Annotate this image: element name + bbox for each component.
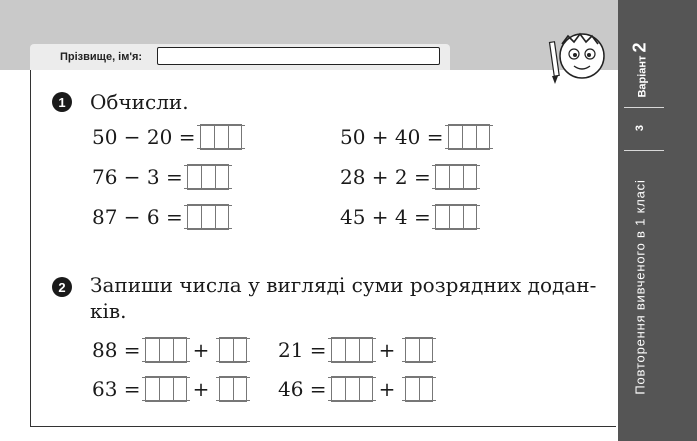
expression-text: 87 − 6 = xyxy=(92,205,183,229)
plus-sign: + xyxy=(192,338,210,362)
task2-expression xyxy=(278,335,433,365)
expression-text: 45 + 4 = xyxy=(340,205,431,229)
expression-text: 28 + 2 = xyxy=(340,165,431,189)
units-cells[interactable] xyxy=(405,337,433,363)
sidebar-divider xyxy=(624,107,664,108)
units-cells[interactable] xyxy=(219,337,247,363)
plus-sign: + xyxy=(192,377,210,401)
tens-cells[interactable] xyxy=(331,376,373,402)
task1-expression xyxy=(92,202,229,232)
units-cells[interactable] xyxy=(405,376,433,402)
variant-number: 2 xyxy=(629,42,650,53)
tens-cells[interactable] xyxy=(331,337,373,363)
answer-cells[interactable] xyxy=(435,204,477,230)
task2-title xyxy=(90,272,610,324)
answer-cells[interactable] xyxy=(187,204,229,230)
sidebar-divider xyxy=(624,150,664,151)
units-cells[interactable] xyxy=(219,376,247,402)
name-input[interactable] xyxy=(157,47,440,65)
plus-sign: + xyxy=(378,338,396,362)
tens-cells[interactable] xyxy=(145,376,187,402)
answer-cells[interactable] xyxy=(200,124,242,150)
variant-label: Варіант 2 xyxy=(629,42,650,98)
task1-expression xyxy=(92,122,242,152)
answer-cells[interactable] xyxy=(187,164,229,190)
task1-number: 1 xyxy=(52,92,72,112)
task2-title-line2: ків. xyxy=(90,299,127,323)
task2-expression xyxy=(278,374,433,404)
task2-title-line1: Запиши числа у вигляді суми розрядних додан- xyxy=(90,273,597,297)
expression-text: 63 = xyxy=(92,377,141,401)
answer-cells[interactable] xyxy=(435,164,477,190)
answer-cells[interactable] xyxy=(448,124,490,150)
expression-text: 50 − 20 = xyxy=(92,125,196,149)
name-label: Прізвище, ім'я: xyxy=(60,51,143,63)
tens-cells[interactable] xyxy=(145,337,187,363)
task2-expression xyxy=(92,374,247,404)
task2-number: 2 xyxy=(52,277,72,297)
task1-title: Обчисли. xyxy=(90,90,189,114)
task1-expression xyxy=(340,202,477,232)
task2-expression xyxy=(92,335,247,365)
task1-expression xyxy=(340,162,477,192)
topic-label: Повторення вивченого в 1 класі xyxy=(632,179,648,395)
task1-expression xyxy=(340,122,490,152)
expression-text: 46 = xyxy=(278,377,327,401)
expression-text: 88 = xyxy=(92,338,141,362)
page-number: 3 xyxy=(634,124,646,132)
pencil-character-icon xyxy=(548,30,608,88)
expression-text: 21 = xyxy=(278,338,327,362)
expression-text: 76 − 3 = xyxy=(92,165,183,189)
task1-expression xyxy=(92,162,229,192)
plus-sign: + xyxy=(378,377,396,401)
expression-text: 50 + 40 = xyxy=(340,125,444,149)
